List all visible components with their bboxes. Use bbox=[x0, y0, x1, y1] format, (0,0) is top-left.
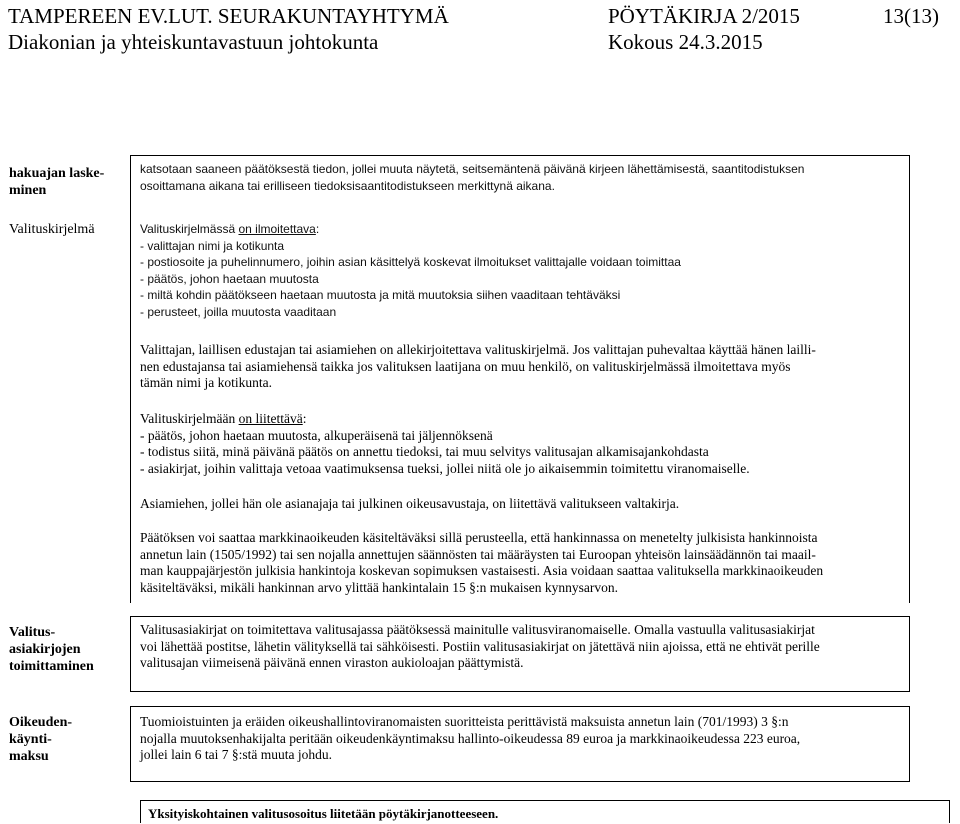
deadline-text bbox=[140, 161, 804, 194]
text-line: Päätöksen voi saattaa markkinaoikeuden käsiteltäväksi sillä perusteella, että hankinnassa on menetelty julkisista hankinnoista bbox=[140, 530, 818, 545]
text-line: Asiamiehen, jollei hän ole asianajaja tai julkinen oikeusavustaja, on liitettävä valitukseen valtakirja. bbox=[140, 496, 680, 511]
text-line: osoittamana aikana tai erilliseen tiedoksisaantitodistukseen merkittynä aikana. bbox=[140, 178, 555, 193]
list-item: - päätös, johon haetaan muutosta bbox=[140, 271, 319, 286]
footer-note-box bbox=[140, 800, 950, 823]
intro-underlined: on ilmoitettava bbox=[238, 222, 316, 236]
court-fee-label-line: käynti- bbox=[9, 732, 52, 747]
attach-prefix: Valituskirjelmään bbox=[140, 411, 239, 426]
market-court-paragraph bbox=[140, 530, 823, 596]
intro-suffix: : bbox=[315, 222, 320, 236]
delivery-label-line: toimittaminen bbox=[9, 659, 94, 674]
intro-prefix: Valituskirjelmässä bbox=[140, 222, 239, 236]
attachments-intro bbox=[140, 411, 750, 428]
court-fee-text bbox=[140, 714, 800, 764]
court-fee-label-line: maksu bbox=[9, 749, 49, 764]
text-line: katsotaan saaneen päätöksestä tiedon, jollei muuta näytetä, seitsemäntenä päivänä kirjeen lähettämisestä, saantitodistuksen bbox=[140, 162, 805, 176]
text-line: man kauppajärjestön julkisia hankintoja koskevan sopimuksen vastaisesti. Asia voidaan saattaa valituksella markkinaoikeuden bbox=[140, 563, 824, 578]
text-line: käsiteltäväksi, mikäli hankinnan arvo ylittää hankintalain 15 §:n mukaisen kynnysarvon. bbox=[140, 579, 619, 595]
delivery-label-line: Valitus- bbox=[9, 625, 56, 640]
footer-note: Yksityiskohtainen valitusosoitus liitetään pöytäkirjanotteeseen. bbox=[148, 806, 499, 821]
court-fee-label bbox=[9, 714, 72, 765]
appeal-letter-label-text: Valituskirjelmä bbox=[9, 222, 95, 237]
text-line: tämän nimi ja kotikunta. bbox=[140, 375, 272, 390]
list-item: - valittajan nimi ja kotikunta bbox=[140, 238, 285, 253]
power-of-attorney-paragraph bbox=[140, 496, 679, 513]
required-contents-intro bbox=[140, 221, 681, 238]
text-line: nen edustajansa tai asiamiehensä taikka jos valituksen laatijana on muu henkilö, on valituskirjelmässä ilmoitettava myös bbox=[140, 358, 791, 374]
text-line: Valittajan, laillisen edustajan tai asiamiehen on allekirjoitettava valituskirjelmä. Jos valittajan puhevaltaa käyttää hänen lailli- bbox=[140, 342, 816, 357]
document-type: PÖYTÄKIRJA 2/2015 bbox=[608, 4, 800, 28]
delivery-label-line: asiakirjojen bbox=[9, 642, 81, 657]
list-item: - perusteet, joilla muutosta vaaditaan bbox=[140, 304, 337, 319]
attachments-paragraph bbox=[140, 411, 750, 477]
attach-underlined: on liitettävä bbox=[238, 411, 303, 426]
text-line: jollei lain 6 tai 7 §:stä muuta johdu. bbox=[140, 747, 332, 762]
page-number: 13(13) bbox=[883, 4, 939, 28]
list-item: - miltä kohdin päätökseen haetaan muutosta ja mitä muutoksia siihen vaaditaan tehtäväksi bbox=[140, 288, 621, 302]
text-line: valitusajan viimeisenä päivänä ennen viraston aukioloajan päättymistä. bbox=[140, 655, 524, 670]
signature-paragraph bbox=[140, 342, 816, 392]
text-line: voi lähettää postitse, lähetin välityksellä tai sähköisesti. Postiin valitusasiakirjat on jätettävä niin ajoissa, että ne ehtivät perille bbox=[140, 638, 820, 654]
list-item: - postiosoite ja puhelinnumero, joihin asian käsittelyä koskevat ilmoitukset valittajalle voidaan toimittaa bbox=[140, 255, 681, 269]
text-line: Valitusasiakirjat on toimitettava valitusajassa päätöksessä mainitulle valitusviranomaiselle. Omalla vastuulla valitusasiakirjat bbox=[140, 622, 815, 637]
organization-name: TAMPEREEN EV.LUT. SEURAKUNTAYHTYMÄ bbox=[8, 4, 449, 28]
delivery-text bbox=[140, 622, 820, 672]
meeting-date: Kokous 24.3.2015 bbox=[608, 30, 763, 54]
required-contents bbox=[140, 221, 681, 320]
delivery-label bbox=[9, 624, 94, 675]
attach-suffix: : bbox=[302, 411, 307, 426]
deadline-label bbox=[9, 165, 104, 199]
text-line: Tuomioistuinten ja eräiden oikeushallintoviranomaisten suoritteista perittävistä maksuista annetun lain (701/1993) 3 §:n bbox=[140, 714, 789, 729]
list-item: - asiakirjat, joihin valittaja vetoaa vaatimuksensa tueksi, jollei niitä ole jo aikaisemmin toimitettu viranomaiselle. bbox=[140, 460, 750, 476]
deadline-label-line-1: hakuajan laske- bbox=[9, 166, 105, 181]
text-line: nojalla muutoksenhakijalta peritään oikeudenkäyntimaksu hallinto-oikeudessa 89 euroa ja markkinaoikeudessa 223 euroa, bbox=[140, 730, 801, 746]
deadline-label-line-2: minen bbox=[9, 183, 47, 198]
appeal-letter-label bbox=[9, 221, 95, 238]
list-item: - päätös, johon haetaan muutosta, alkuperäisenä tai jäljennöksenä bbox=[140, 427, 493, 443]
list-item: - todistus siitä, minä päivänä päätös on annettu tiedoksi, tai muu selvitys valitusajan alkamisajankohdasta bbox=[140, 444, 709, 459]
body-name: Diakonian ja yhteiskuntavastuun johtokunta bbox=[8, 30, 379, 54]
court-fee-label-line: Oikeuden- bbox=[9, 715, 73, 730]
text-line: annetun lain (1505/1992) tai sen nojalla annettujen säännösten tai määräysten tai Euroopan yhteisön lainsäädännön tai maail- bbox=[140, 546, 816, 562]
